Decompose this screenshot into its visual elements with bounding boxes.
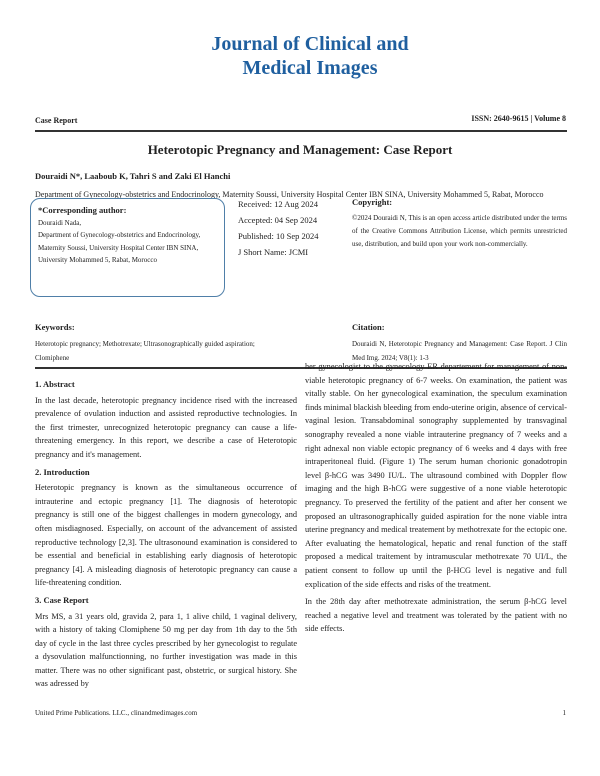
published-date: Published: 10 Sep 2024 xyxy=(238,231,319,241)
case-report-continued: her gynecologist to the gynecology ER departement for management of non-viable heterotopic pregnancy of 6-7 weeks. On examination, the patient was vitally stable. On her gynecological examination, the speculum examination finds minimal blackish bleeding from endo-uterine origin, absence of cervical-vaginal lesion. Transabdominal sonography supplemented by transvaginal sonography revealed a none viable intrauterine pregnancy of 7 weeks and a right adnexal non viable ectopic pregnancy of 6 weeks and 4 days with free intraperitoneal fluid. (Figure 1) The serum human chorionic gonadotropin level β-hCG was 3490 IU/L. The ultrasound combined with Doppler flow imaging and the high B-hCG were suggestive of a none viable heterotopic pregnancy. To preserved the fertility of the patient and after her consent we proposed an ultrasonographically guided aspiration for the none viable intra uterine pregnancy and medical treatement by methotrexate for the ectopic one. After evaluating the hematological, hepatic and renal function of the staff proposed a medical traitement by intramuscular methotrexate 70 UI/L, the patient consent to follow up until the β-HCG level is negative and full explication of the side effects and risks of the treatment. xyxy=(305,362,567,589)
journal-title xyxy=(0,32,600,80)
dates xyxy=(238,196,319,260)
keywords-text: Heterotopic pregnancy; Methotrexate; Ultrasonographically guided aspiration; Clomiphene xyxy=(35,340,255,362)
short-name: J Short Name: JCMI xyxy=(238,247,309,257)
right-column xyxy=(305,360,567,640)
authors: Douraidi N*, Laaboub K, Tahri S and Zaki El Hanchi xyxy=(35,171,231,181)
received-date: Received: 12 Aug 2024 xyxy=(238,199,319,209)
footer-publisher: United Prime Publications. LLC., clinandmedimages.com xyxy=(35,709,198,717)
header-divider xyxy=(35,130,567,132)
citation-heading: Citation: xyxy=(352,322,385,332)
left-column xyxy=(35,376,297,695)
keywords-heading: Keywords: xyxy=(35,322,75,332)
journal-title-line2: Medical Images xyxy=(242,57,378,79)
copyright-heading: Copyright: xyxy=(352,197,393,207)
corresponding-address: Department of Gynecology-obstetrics and Endocrinology, Maternity Soussi, University Hospital Center IBN SINA, University Mohammed 5, Rabat, Morocco xyxy=(38,231,201,264)
copyright-text: ©2024 Douraidi N, This is an open access article distributed under the terms of the Creative Commons Attribution License, which permits unrestricted use, distribution, and build upon your work non-commercially. xyxy=(352,214,567,248)
abstract-heading: 1. Abstract xyxy=(35,379,75,389)
issn-volume: ISSN: 2640-9615 | Volume 8 xyxy=(471,114,566,123)
case-report-outcome: In the 28th day after methotrexate administration, the serum β-hCG level reached a negative level and treatment was tolerated by the patient with no side effects. xyxy=(305,597,567,634)
keywords xyxy=(35,320,265,365)
page-number: 1 xyxy=(562,709,566,717)
citation xyxy=(352,320,567,365)
article-type: Case Report xyxy=(35,116,78,125)
corresponding-name: Douraidi Nada, xyxy=(38,218,82,227)
accepted-date: Accepted: 04 Sep 2024 xyxy=(238,215,318,225)
affiliation: Department of Gynecology-obstetrics and Endocrinology, Maternity Soussi, University Hospital Center IBN SINA, University Mohammed 5, Rabat, Morocco xyxy=(35,190,544,199)
corresponding-heading: *Corresponding author: xyxy=(38,205,127,215)
citation-text: Douraidi N, Heterotopic Pregnancy and Management: Case Report. J Clin Med Img. 2024; V8(1): 1-3 xyxy=(352,340,567,362)
introduction-heading: 2. Introduction xyxy=(35,466,90,477)
case-report-heading: 3. Case Report xyxy=(35,594,89,605)
abstract-text: In the last decade, heterotopic pregnancy incidence rised with the increased prevalence of ovulation induction and assisted reproductive technologies. In the first trimester, unrecognized heterotopic pregnancy can cause a life-threatening emergency. In this report, we describe a case of Heterotopic pregnancy and it's management. xyxy=(35,395,297,459)
introduction-text: Heterotopic pregnancy is known as the simultaneous occurrence of intrauterine and ectopic pregnancy [1]. The diagnosis of heterotopic pregnancy is still one of the biggest challenges in modern gynecology, and often misdiagnosed. Especially, on account of the advancement of assisted reproductive technology [2,3]. The ultrasonound examination is considered to be essential and beneficial in establishing early diagnosis of heterotopic pregnancy [4]. A misleading diagnosis of heterotopic pregnancy can cause a life-threatening condition. xyxy=(35,483,297,588)
article-title: Heterotopic Pregnancy and Management: Case Report xyxy=(147,142,453,157)
corresponding-author-box xyxy=(30,198,225,297)
copyright xyxy=(352,196,567,251)
journal-title-line1: Journal of Clinical and xyxy=(211,33,409,55)
case-report-text: Mrs MS, a 31 years old, gravida 2, para 1, 1 alive child, 1 vaginal delivery, with a history of taking Clomiphene 50 mg per day from 1th day to the 5th day of cycle in the last three cycles prescribed by her gynecologist to regulate a dysovulation malfunctionning, no further investigation was made in this matter. There was no other significant past, obstetric, or surgical history. She was adressed by xyxy=(35,611,297,689)
